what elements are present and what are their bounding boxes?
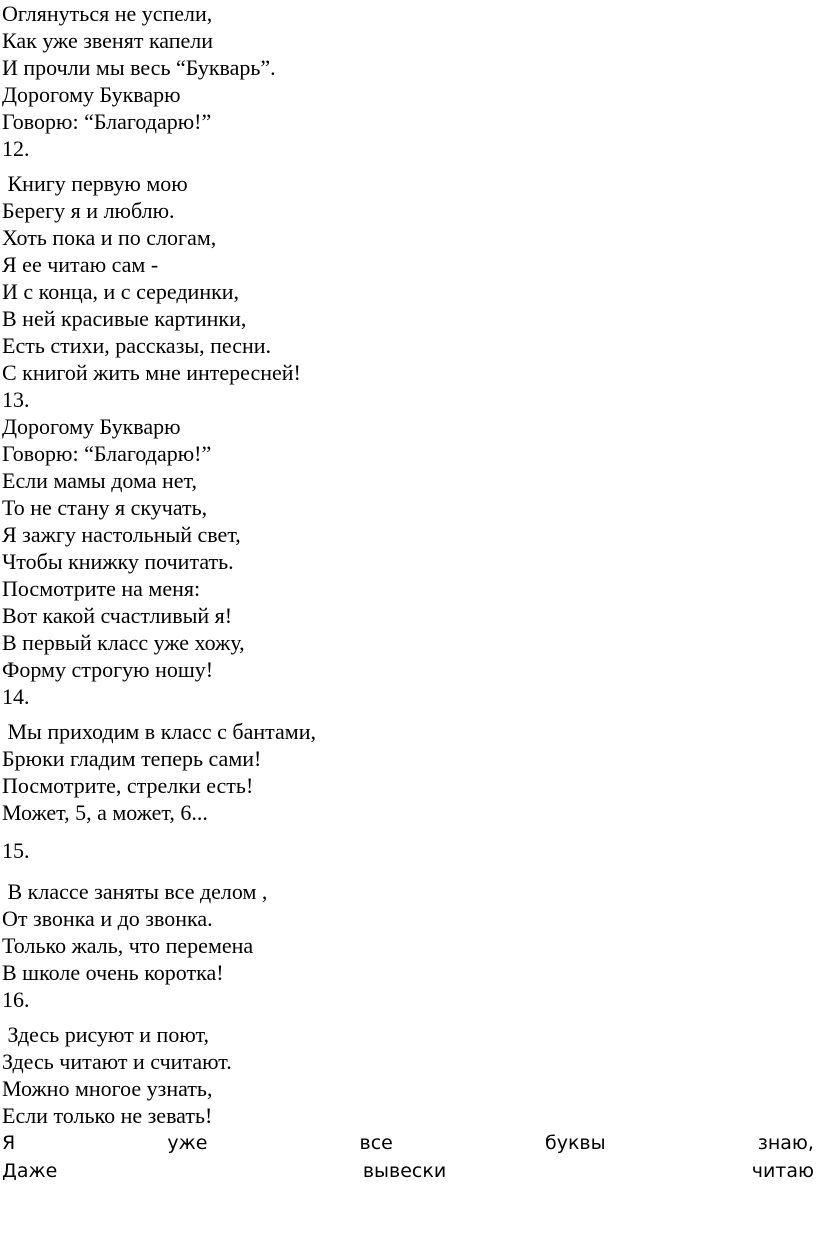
word: Даже: [2, 1160, 58, 1182]
poem-line: Посмотрите на меня:: [2, 576, 201, 601]
poem-line: Берегу я и люблю.: [2, 198, 175, 223]
paragraph-gap: [2, 826, 814, 837]
poem-line: В школе очень коротка!: [2, 960, 224, 985]
poem-line: Мы приходим в класс с бантами,: [2, 719, 316, 744]
poem-line: От звонка и до звонка.: [2, 906, 213, 931]
poem-line: Хоть пока и по слогам,: [2, 225, 217, 250]
stanza-number: 16.: [2, 987, 30, 1012]
poem-line: Здесь рисуют и поют,: [2, 1022, 209, 1047]
stanza-number: 14.: [2, 684, 30, 709]
word: вывески: [362, 1160, 447, 1182]
word: все: [359, 1132, 393, 1154]
paragraph-gap: [2, 162, 814, 170]
stanza-number: 12.: [2, 136, 30, 161]
poem-line: В классе заняты все делом ,: [2, 879, 268, 904]
word: уже: [167, 1132, 208, 1154]
poem-line: Как уже звенят капели: [2, 28, 214, 53]
poem-line: Оглянуться не успели,: [2, 1, 213, 26]
stanza: [2, 170, 814, 413]
word: читаю: [751, 1160, 814, 1182]
poem-line: И прочли мы весь “Букварь”.: [2, 55, 276, 80]
poem-line: С книгой жить мне интересней!: [2, 360, 301, 385]
poem-line: Брюки гладим теперь сами!: [2, 746, 262, 771]
poem-line: Может, 5, а может, 6...: [2, 800, 208, 825]
stanza-number: 13.: [2, 387, 30, 412]
paragraph-gap: [2, 864, 814, 878]
stanza: [2, 413, 814, 710]
document-body: [2, 0, 814, 1185]
poem-line: Дорогому Букварю: [2, 82, 181, 107]
word: Я: [2, 1132, 16, 1154]
poem-line: Посмотрите, стрелки есть!: [2, 773, 254, 798]
stanza: [2, 718, 814, 826]
poem-line: Чтобы книжку почитать.: [2, 549, 234, 574]
poem-line: То не стану я скучать,: [2, 495, 208, 520]
poem-line: Если только не зевать!: [2, 1103, 213, 1128]
poem-line: Я ее читаю сам -: [2, 252, 159, 277]
poem-line: Книгу первую мою: [2, 171, 188, 196]
stanza: [2, 1021, 814, 1129]
poem-line: Есть стихи, рассказы, песни.: [2, 333, 272, 358]
poem-line: Форму строгую ношу!: [2, 657, 214, 682]
paragraph-gap: [2, 1013, 814, 1021]
poem-line: И с конца, и с серединки,: [2, 279, 240, 304]
poem-line: В ней красивые картинки,: [2, 306, 247, 331]
word: буквы: [544, 1132, 606, 1154]
poem-line: Если мамы дома нет,: [2, 468, 198, 493]
justified-line: [2, 1129, 814, 1157]
stanza: [2, 878, 814, 1013]
word: знаю,: [757, 1132, 814, 1154]
poem-line: Я зажгу настольный свет,: [2, 522, 241, 547]
poem-line: Говорю: “Благодарю!”: [2, 441, 212, 466]
poem-line: Дорогому Букварю: [2, 414, 181, 439]
paragraph-gap: [2, 710, 814, 718]
poem-line: Здесь читают и считают.: [2, 1049, 232, 1074]
poem-line: В первый класс уже хожу,: [2, 630, 245, 655]
poem-line: Можно многое узнать,: [2, 1076, 213, 1101]
stanza-number: 15.: [2, 838, 30, 863]
poem-line: Говорю: “Благодарю!”: [2, 109, 212, 134]
stanza: [2, 0, 814, 162]
justified-line: [2, 1157, 814, 1185]
poem-line: Только жаль, что перемена: [2, 933, 254, 958]
poem-line: Вот какой счастливый я!: [2, 603, 233, 628]
